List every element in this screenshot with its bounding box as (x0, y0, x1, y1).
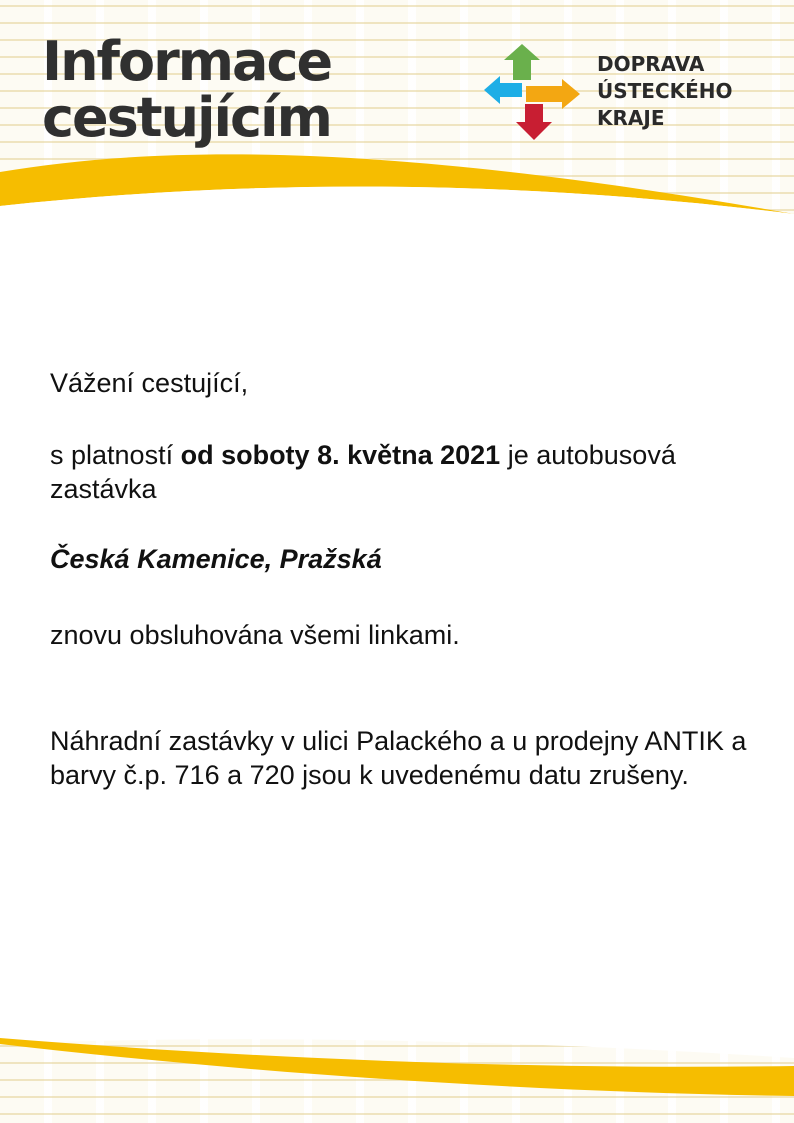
notice-content (50, 366, 760, 792)
logo-line-3: KRAJE (597, 106, 665, 130)
replacement-stops-note: Náhradní zastávky v ulici Palackého a u prodejny ANTIK a barvy č.p. 716 a 720 jsou k uvedenému datu zrušeny. (50, 726, 747, 790)
four-arrows-logo-icon (482, 42, 582, 142)
validity-sentence (50, 438, 760, 506)
logo-wordmark (597, 51, 733, 132)
validity-prefix: s platností (50, 440, 181, 470)
stop-name: Česká Kamenice, Pražská (50, 544, 382, 574)
title-line-2: cestujícím (42, 86, 331, 149)
logo-line-2: ÚSTECKÉHO (597, 79, 733, 103)
title-line-1: Informace (42, 30, 332, 93)
greeting: Vážení cestující, (50, 368, 249, 398)
logo-line-1: DOPRAVA (597, 52, 705, 76)
page-title (42, 30, 332, 149)
validity-suffix: je autobusová zastávka (50, 440, 676, 504)
validity-date: od soboty 8. května 2021 (180, 440, 501, 470)
dopravni-logo (482, 42, 772, 142)
service-statement: znovu obsluhována všemi linkami. (50, 620, 460, 650)
yellow-swoosh-bottom (0, 1000, 794, 1123)
